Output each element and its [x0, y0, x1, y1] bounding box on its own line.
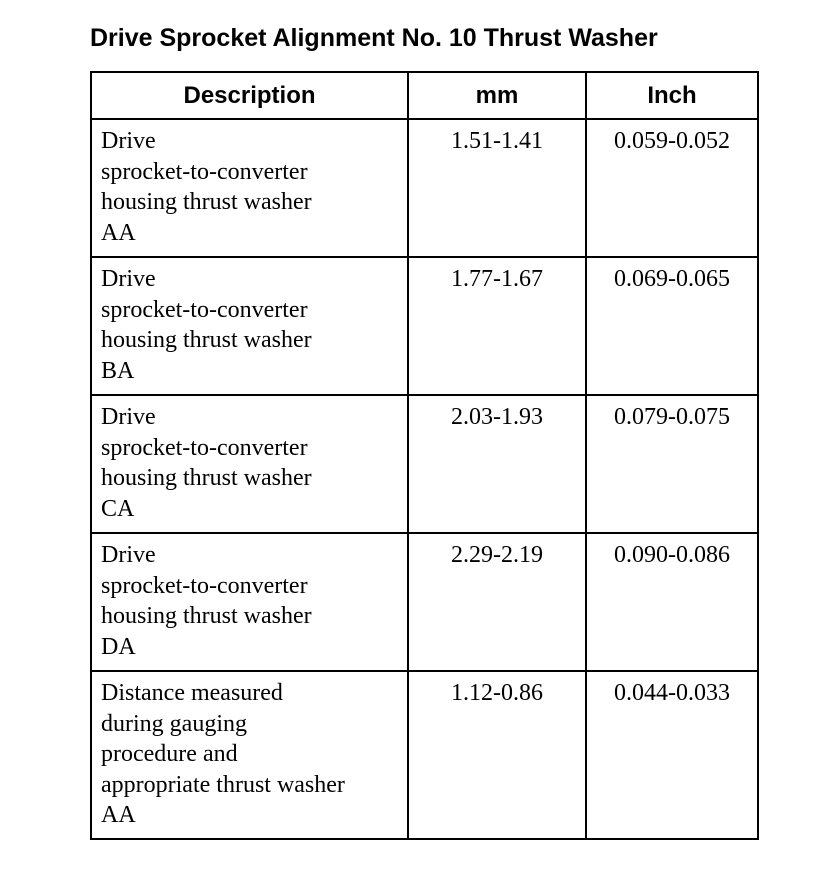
table-row: [91, 119, 758, 257]
inch-cell: 0.069-0.065: [586, 257, 758, 395]
table-row: [91, 395, 758, 533]
column-header-description: Description: [91, 72, 408, 119]
description-line: housing thrust washer: [101, 603, 312, 629]
description-line: Drive: [101, 128, 156, 154]
description-line: sprocket-to-converter: [101, 572, 308, 599]
description-line: procedure and: [101, 741, 238, 767]
description-line: appropriate thrust washer: [101, 771, 345, 798]
table-row: [91, 533, 758, 671]
description-line: during gauging: [101, 710, 247, 737]
description-cell: [91, 257, 408, 395]
description-line: housing thrust washer: [101, 189, 312, 215]
inch-cell: 0.044-0.033: [586, 671, 758, 839]
description-line: DA: [101, 633, 136, 660]
description-line: sprocket-to-converter: [101, 158, 308, 185]
table-row: [91, 257, 758, 395]
description-line: Distance measured: [101, 680, 283, 706]
description-cell: [91, 395, 408, 533]
description-cell: [91, 533, 408, 671]
description-line: Drive: [101, 266, 156, 292]
table-row: [91, 671, 758, 839]
description-line: housing thrust washer: [101, 327, 312, 353]
description-line: Drive: [101, 542, 156, 568]
mm-cell: 2.03-1.93: [408, 395, 586, 533]
header-row: [91, 72, 758, 119]
description-line: CA: [101, 495, 135, 522]
description-line: AA: [101, 802, 136, 828]
spec-table: [90, 71, 759, 840]
description-line: housing thrust washer: [101, 465, 312, 491]
description-line: Drive: [101, 404, 156, 430]
description-line: sprocket-to-converter: [101, 434, 308, 461]
mm-cell: 1.77-1.67: [408, 257, 586, 395]
mm-cell: 1.51-1.41: [408, 119, 586, 257]
page-title: Drive Sprocket Alignment No. 10 Thrust Washer: [90, 24, 658, 52]
description-cell: [91, 119, 408, 257]
mm-cell: 1.12-0.86: [408, 671, 586, 839]
mm-cell: 2.29-2.19: [408, 533, 586, 671]
column-header-mm: mm: [408, 72, 586, 119]
description-line: sprocket-to-converter: [101, 296, 308, 323]
inch-cell: 0.059-0.052: [586, 119, 758, 257]
description-line: BA: [101, 357, 135, 384]
description-line: AA: [101, 219, 136, 246]
inch-cell: 0.079-0.075: [586, 395, 758, 533]
column-header-inch: Inch: [586, 72, 758, 119]
inch-cell: 0.090-0.086: [586, 533, 758, 671]
description-cell: [91, 671, 408, 839]
